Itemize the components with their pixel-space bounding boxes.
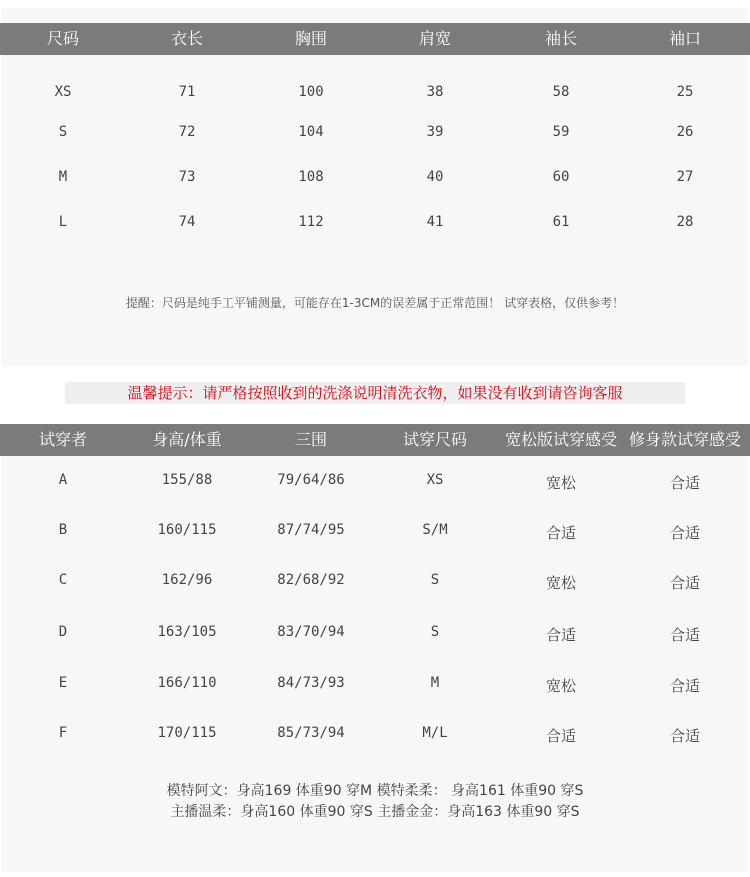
trial-table-cell: 合适 [669,574,701,592]
size-table-cell: 60 [552,169,570,185]
trial-table-cell: S [430,572,440,588]
trial-table-cell: A [58,472,68,488]
trial-table-cell: 163/105 [157,624,217,640]
trial-table-cell: 合适 [669,727,701,745]
trial-header-1: 身高/体重 [152,430,222,449]
trial-table-cell: 合适 [545,727,577,745]
size-header-3: 肩宽 [418,29,452,48]
trial-table-cell: 合适 [545,524,577,542]
trial-table-cell: 155/88 [161,472,213,488]
size-table-cell: 41 [426,214,444,230]
trial-table-cell: 宽松 [545,474,577,492]
trial-table-cell: E [58,675,68,691]
size-header-5: 袖口 [668,29,702,48]
trial-header-0: 试穿者 [38,430,88,449]
trial-table-cell: M [430,675,440,691]
size-table-cell: 73 [178,169,196,185]
size-table-cell: 61 [552,214,570,230]
trial-table-cell: 合适 [669,524,701,542]
size-table-header [0,23,750,55]
trial-table-cell: 合适 [545,626,577,644]
trial-table-cell: 160/115 [157,522,217,538]
size-header-0: 尺码 [46,29,80,48]
trial-table-cell: 宽松 [545,574,577,592]
size-table-cell: 104 [298,124,324,140]
trial-header-4: 宽松版试穿感受 [504,430,618,449]
size-table-cell: 74 [178,214,196,230]
size-table-cell: 38 [426,84,444,100]
size-table-cell: S [58,124,68,140]
size-chart-panel [2,8,748,366]
size-table-cell: 40 [426,169,444,185]
trial-header-2: 三围 [294,430,328,449]
size-table-cell: 59 [552,124,570,140]
size-table-cell: XS [54,84,72,100]
size-table-cell: 112 [298,214,324,230]
trial-table-cell: 170/115 [157,725,217,741]
trial-table-cell: 合适 [669,677,701,695]
size-table-cell: 108 [298,169,324,185]
trial-table-cell: D [58,624,68,640]
trial-table-cell: 84/73/93 [277,675,345,691]
size-measurement-note: 提醒：尺码是纯手工平铺测量，可能存在1-3CM的误差属于正常范围！ 试穿表格，仅供参考！ [125,296,625,310]
size-header-1: 衣长 [170,29,204,48]
size-header-2: 胸围 [294,29,328,48]
trial-table-cell: 87/74/95 [277,522,345,538]
size-table-cell: M [58,169,68,185]
trial-table-cell: 79/64/86 [277,472,345,488]
size-table-cell: 27 [676,169,694,185]
size-table-cell: 100 [298,84,324,100]
trial-table-cell: 162/96 [161,572,213,588]
trial-table-cell: C [58,572,68,588]
trial-table-cell: 83/70/94 [277,624,345,640]
trial-table-cell: M/L [422,725,448,741]
trial-table-cell: B [58,522,68,538]
trial-table-cell: 166/110 [157,675,217,691]
model-info-line-1: 模特阿文：身高169 体重90 穿M 模特柔柔： 身高161 体重90 穿S [166,783,584,799]
size-table-cell: 39 [426,124,444,140]
trial-header-3: 试穿尺码 [402,430,468,449]
trial-table-cell: 合适 [669,474,701,492]
size-table-cell: 72 [178,124,196,140]
trial-header-5: 修身款试穿感受 [628,430,742,449]
size-table-cell: 25 [676,84,694,100]
trial-table-cell: S/M [422,522,448,538]
trial-table-cell: 85/73/94 [277,725,345,741]
wash-instruction-banner: 温馨提示：请严格按照收到的洗涤说明清洗衣物，如果没有收到请咨询客服 [65,382,685,404]
trial-table-cell: 宽松 [545,677,577,695]
trial-table-cell: 82/68/92 [277,572,345,588]
trial-table-cell: XS [426,472,444,488]
size-table-cell: 26 [676,124,694,140]
trial-table-header [0,424,750,456]
size-table-cell: 58 [552,84,570,100]
trial-table-cell: 合适 [669,626,701,644]
size-header-4: 袖长 [544,29,578,48]
trial-table-cell: F [58,725,68,741]
size-table-cell: L [58,214,68,230]
model-info-line-2: 主播温柔：身高160 体重90 穿S 主播金金：身高163 体重90 穿S [170,804,580,820]
size-table-cell: 28 [676,214,694,230]
size-table-cell: 71 [178,84,196,100]
trial-table-cell: S [430,624,440,640]
